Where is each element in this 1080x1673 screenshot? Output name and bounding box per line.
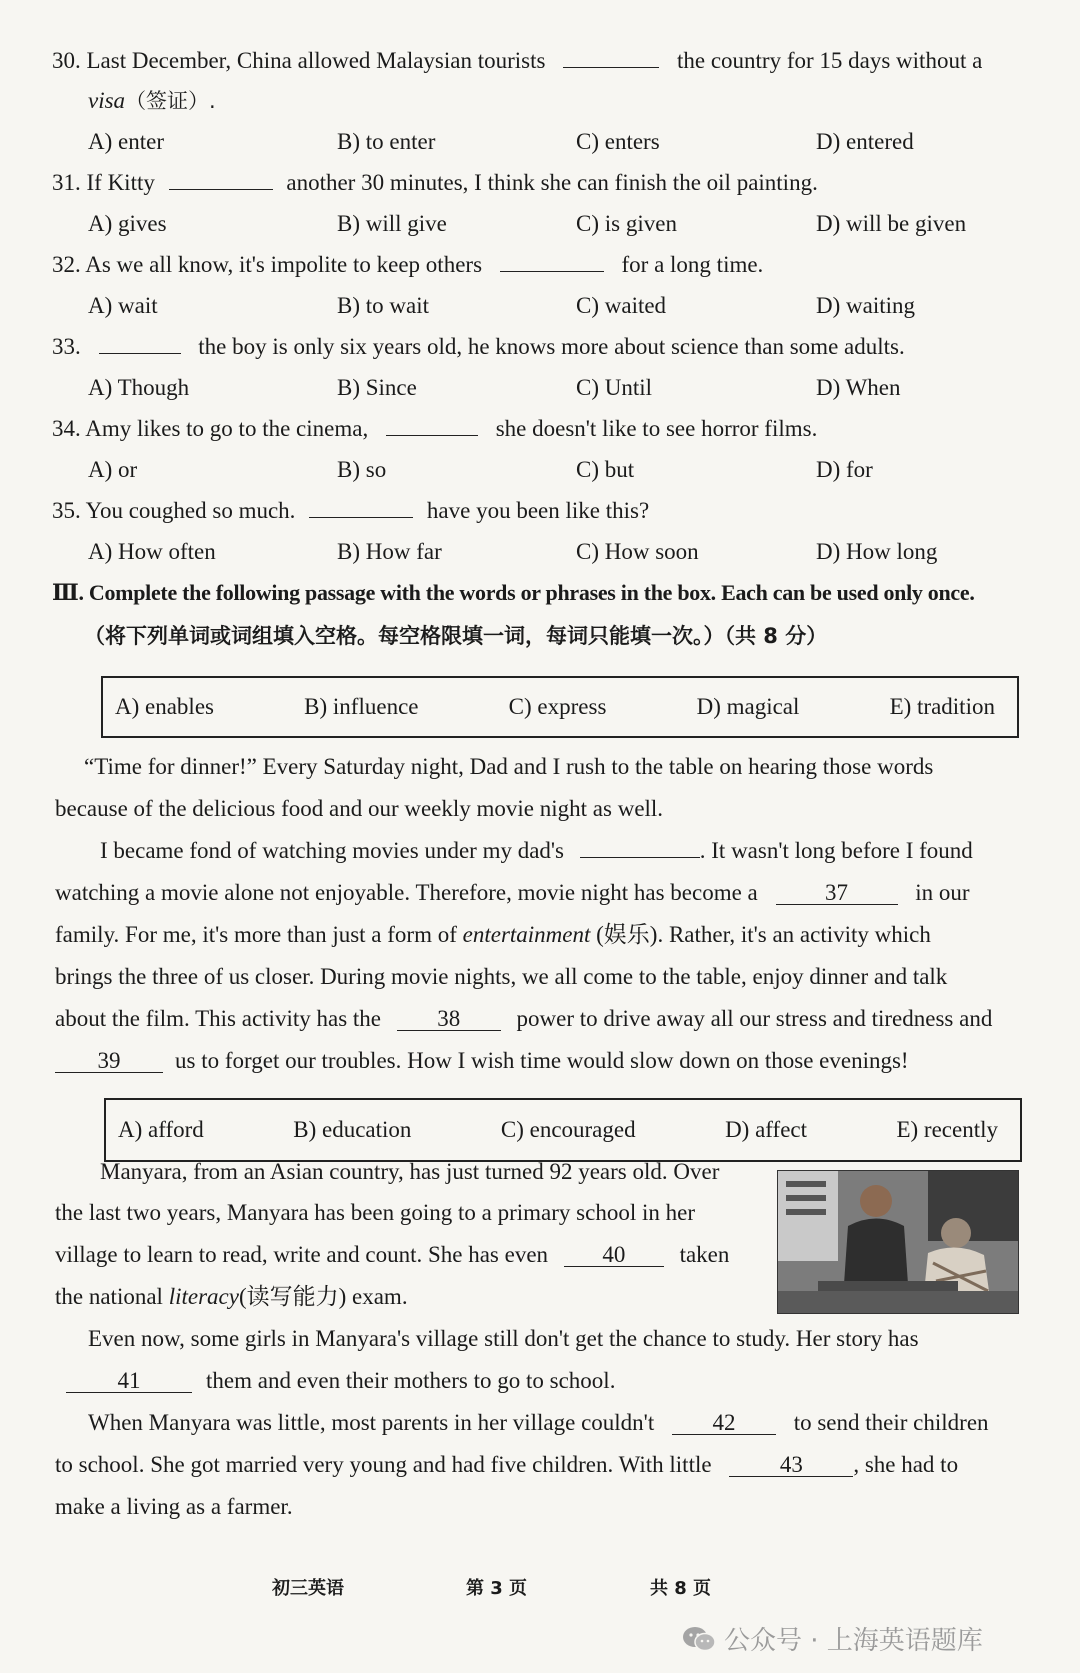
q30-text-a: 30. Last December, China allowed Malaysian tourists xyxy=(52,48,546,73)
q34-blank xyxy=(386,435,478,436)
word-box-2 xyxy=(104,1098,1022,1162)
p1-text-5c: (娱乐). Rather, it's an activity which xyxy=(596,922,931,947)
box1-word-a: A) enables xyxy=(115,694,214,719)
q34-option-a: A) or xyxy=(88,457,138,482)
section3-heading: Ⅲ. Complete the following passage with the words or phrases in the box. Each can be used only once. xyxy=(52,580,975,605)
box2-word-a: A) afford xyxy=(118,1117,204,1142)
box2-word-c: C) encouraged xyxy=(500,1117,636,1142)
q30-line1 xyxy=(52,46,982,76)
q35-text-a: 35. You coughed so much. xyxy=(52,498,296,523)
passage1-line5 xyxy=(55,920,931,950)
p1-text-5a: family. For me, it's more than just a form of xyxy=(55,922,457,947)
q33-line xyxy=(52,332,905,362)
section3-heading-cn: （将下列单词或词组填入空格。每空格限填一词，每词只能填一次。）（共 8 分） xyxy=(84,624,828,648)
blank-39: 39 xyxy=(55,1050,163,1073)
box1-word-b: B) influence xyxy=(304,694,419,719)
q30-visa-word: visa xyxy=(88,88,126,113)
q31-text-a: 31. If Kitty xyxy=(52,170,155,195)
passage2-line3 xyxy=(55,1240,729,1270)
q35-option-c: C) How soon xyxy=(576,539,699,564)
classroom-photo xyxy=(777,1170,1019,1314)
q32-blank xyxy=(500,271,604,272)
passage1-line8 xyxy=(55,1046,909,1076)
box2-word-e: E) recently xyxy=(896,1117,998,1142)
passage2-line1: Manyara, from an Asian country, has just turned 92 years old. Over xyxy=(100,1159,720,1184)
passage2-line6 xyxy=(66,1366,615,1396)
q34-line xyxy=(52,414,817,444)
blank-42: 42 xyxy=(672,1412,776,1435)
p2-literacy-word: literacy xyxy=(168,1284,239,1309)
passage1-line6: brings the three of us closer. During movie nights, we all come to the table, enjoy dinner and talk xyxy=(55,964,948,989)
q30-blank xyxy=(563,67,659,68)
q30-option-a: A) enter xyxy=(88,129,164,154)
q35-option-a: A) How often xyxy=(88,539,216,564)
p1-text-4b: in our xyxy=(915,880,970,905)
word-box-1 xyxy=(101,676,1019,738)
q30-visa-note: （签证）. xyxy=(125,89,216,113)
box2-word-b: B) education xyxy=(293,1117,412,1142)
q33-option-b: B) Since xyxy=(337,375,417,400)
box1-word-e: E) tradition xyxy=(889,694,995,719)
q35-blank xyxy=(309,517,413,518)
passage1-line7 xyxy=(55,1004,992,1034)
passage2-line4 xyxy=(55,1282,408,1312)
q32-option-c: C) waited xyxy=(576,293,667,318)
passage2-line8 xyxy=(55,1450,958,1480)
q32-text-a: 32. As we all know, it's impolite to keep others xyxy=(52,252,483,277)
p2-text-4a: the national xyxy=(55,1284,163,1309)
passage1-line4 xyxy=(55,878,970,908)
p2-text-8a: to school. She got married very young and had five children. With little xyxy=(55,1452,712,1477)
q31-option-a: A) gives xyxy=(88,211,167,236)
p2-text-7b: to send their children xyxy=(793,1410,989,1435)
q31-text-b: another 30 minutes, I think she can finish the oil painting. xyxy=(286,170,818,195)
q32-line xyxy=(52,250,763,280)
q35-option-d: D) How long xyxy=(816,539,938,564)
watermark xyxy=(682,1620,983,1657)
p2-text-8b: , she had to xyxy=(853,1452,959,1477)
q32-text-b: for a long time. xyxy=(621,252,764,277)
p1-text-8b: us to forget our troubles. How I wish time would slow down on those evenings! xyxy=(175,1048,909,1073)
q33-option-c: C) Until xyxy=(576,375,653,400)
q33-option-d: D) When xyxy=(816,375,901,400)
box2-word-d: D) affect xyxy=(725,1117,807,1142)
q33-blank xyxy=(99,353,181,354)
p2-text-4c: (读写能力) exam. xyxy=(238,1284,408,1309)
q31-option-c: C) is given xyxy=(576,211,677,236)
blank-40: 40 xyxy=(564,1244,664,1267)
p1-entertainment-word: entertainment xyxy=(462,922,591,947)
passage2-line2: the last two years, Manyara has been going to a primary school in her xyxy=(55,1200,695,1225)
q34-option-d: D) for xyxy=(816,457,873,482)
footer-total-pages: 共 8 页 xyxy=(650,1578,712,1599)
q31-blank xyxy=(169,189,273,190)
blank-36 xyxy=(580,857,700,858)
blank-41: 41 xyxy=(66,1370,192,1393)
q32-option-a: A) wait xyxy=(88,293,158,318)
p2-text-3b: taken xyxy=(679,1242,730,1267)
p1-text-4a: watching a movie alone not enjoyable. Therefore, movie night has become a xyxy=(55,880,758,905)
passage2-line7 xyxy=(88,1408,989,1438)
q30-line2 xyxy=(88,86,216,116)
q34-text-b: she doesn't like to see horror films. xyxy=(495,416,818,441)
wechat-icon xyxy=(682,1625,716,1653)
q35-option-b: B) How far xyxy=(337,539,442,564)
q31-line xyxy=(52,168,818,198)
q33-text-b: the boy is only six years old, he knows more about science than some adults. xyxy=(198,334,905,359)
q34-option-b: B) so xyxy=(337,457,387,482)
q35-text-b: have you been like this? xyxy=(426,498,650,523)
classroom-photo-illustration xyxy=(778,1171,1018,1313)
blank-38: 38 xyxy=(397,1008,501,1031)
p2-text-6b: them and even their mothers to go to school. xyxy=(206,1368,616,1393)
q30-option-d: D) entered xyxy=(816,129,914,154)
box1-word-c: C) express xyxy=(508,694,607,719)
p1-text-7a: about the film. This activity has the xyxy=(55,1006,381,1031)
footer-page-number: 第 3 页 xyxy=(466,1578,528,1599)
q33-text-a: 33. xyxy=(52,334,81,359)
p1-text-3a: I became fond of watching movies under my dad's xyxy=(100,838,565,863)
p1-text-7b: power to drive away all our stress and tiredness and xyxy=(516,1006,993,1031)
box1-word-d: D) magical xyxy=(696,694,800,719)
watermark-text: 公众号 · 上海英语题库 xyxy=(724,1626,983,1656)
passage2-line9: make a living as a farmer. xyxy=(55,1494,293,1519)
q32-option-d: D) waiting xyxy=(816,293,916,318)
p2-text-7a: When Manyara was little, most parents in her village couldn't xyxy=(88,1410,655,1435)
p1-text-3b: . It wasn't long before I found xyxy=(699,838,973,863)
q30-text-b: the country for 15 days without a xyxy=(676,48,983,73)
q32-option-b: B) to wait xyxy=(337,293,429,318)
p2-text-3a: village to learn to read, write and count. She has even xyxy=(55,1242,549,1267)
q35-line xyxy=(52,496,649,526)
q34-text-a: 34. Amy likes to go to the cinema, xyxy=(52,416,369,441)
q31-option-d: D) will be given xyxy=(816,211,967,236)
passage1-line1: “Time for dinner!” Every Saturday night, Dad and I rush to the table on hearing those words xyxy=(84,754,934,779)
q30-option-c: C) enters xyxy=(576,129,660,154)
passage1-line2: because of the delicious food and our weekly movie night as well. xyxy=(55,796,664,821)
passage2-line5: Even now, some girls in Manyara's village still don't get the chance to study. Her story has xyxy=(88,1326,919,1351)
q34-option-c: C) but xyxy=(576,457,635,482)
q31-option-b: B) will give xyxy=(337,211,447,236)
footer-subject: 初三英语 xyxy=(272,1578,344,1599)
blank-37: 37 xyxy=(776,882,898,905)
q30-option-b: B) to enter xyxy=(337,129,436,154)
q33-option-a: A) Though xyxy=(88,375,190,400)
blank-43: 43 xyxy=(729,1454,853,1477)
passage1-line3 xyxy=(100,836,973,866)
